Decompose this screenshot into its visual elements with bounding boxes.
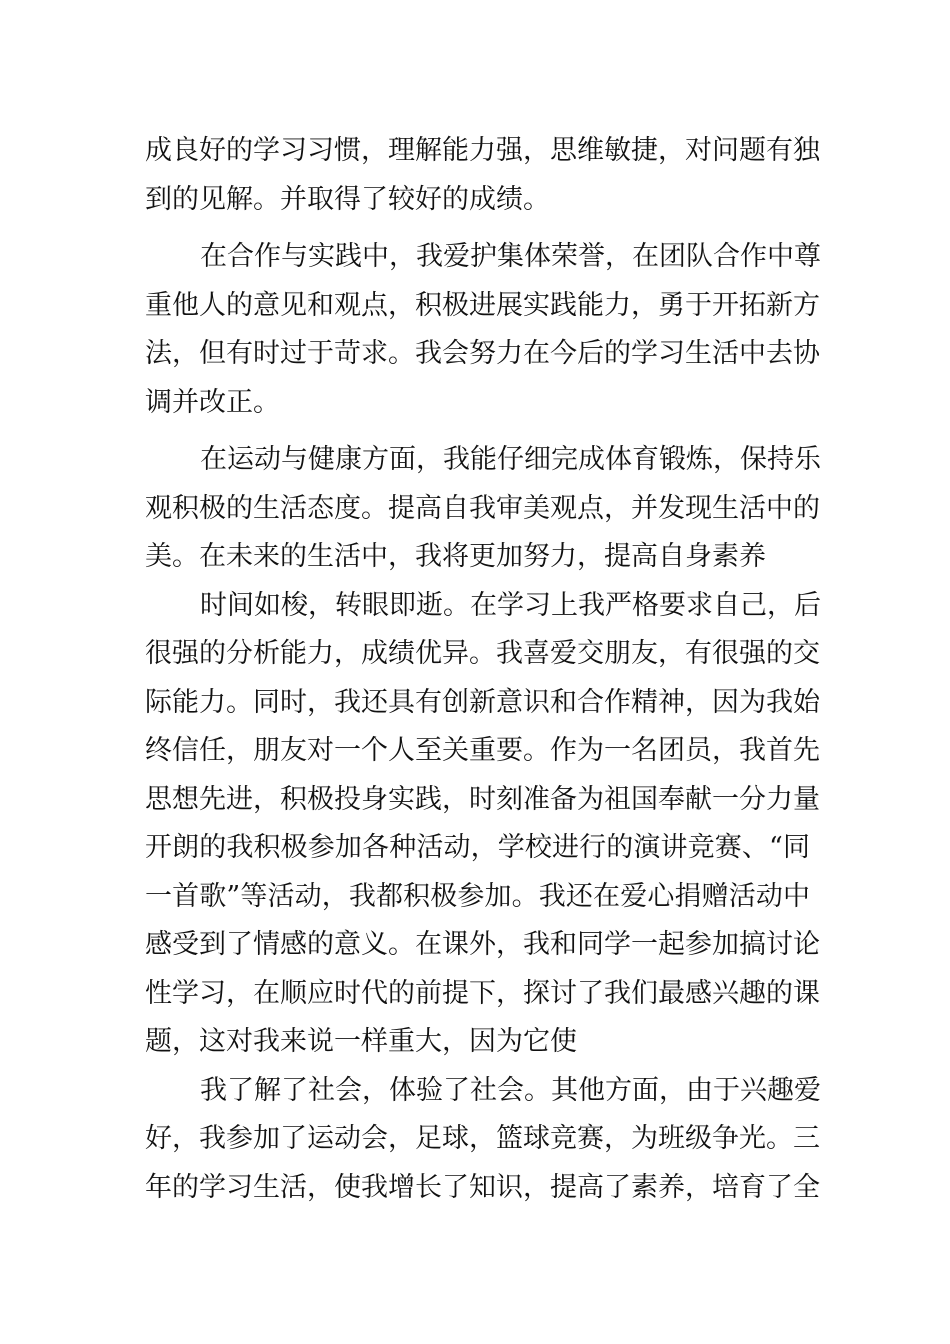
text-line: 感受到了情感的意义。在课外，我和同学一起参加搞讨论	[145, 929, 820, 960]
text-line: 际能力。同时，我还具有创新意识和合作精神，因为我始	[145, 686, 820, 718]
text-line: 重他人的意见和观点，积极进展实践能力，勇于开拓新方	[145, 289, 820, 321]
paragraph-1	[145, 127, 820, 224]
paragraph-5	[145, 1067, 821, 1213]
text-line: 法，但有时过于苛求。我会努力在今后的学习生活中去协	[145, 338, 820, 369]
text-line: 时间如梭，转眼即逝。在学习上我严格要求自己，后	[200, 589, 821, 621]
text-line: 年的学习生活，使我增长了知识，提高了素养，培育了全	[145, 1171, 820, 1203]
text-line: 思想先进，积极投身实践，时刻准备为祖国奉献一分力量	[145, 783, 820, 815]
text-line: 题，这对我来说一样重大，因为它使	[145, 1026, 577, 1057]
paragraph-3	[145, 436, 821, 582]
text-line: 终信任，朋友对一个人至关重要。作为一名团员，我首先	[145, 735, 820, 766]
text-line: 观积极的生活态度。提高自我审美观点，并发现生活中的	[145, 492, 820, 524]
text-line: 到的见解。并取得了较好的成绩。	[145, 183, 550, 215]
document-body	[145, 127, 821, 1212]
paragraph-4	[145, 582, 821, 1067]
text-line: 开朗的我积极参加各种活动，学校进行的演讲竞赛、“同	[145, 832, 810, 863]
text-line: 性学习，在顺应时代的前提下，探讨了我们最感兴趣的课	[145, 977, 820, 1009]
text-line: 成良好的学习习惯，理解能力强，思维敏捷，对问题有独	[145, 135, 820, 166]
text-line: 好，我参加了运动会，足球，篮球竞赛，为班级争光。三	[145, 1123, 820, 1154]
paragraph-2	[145, 233, 821, 427]
text-line: 很强的分析能力，成绩优异。我喜爱交朋友，有很强的交	[145, 638, 820, 669]
text-line: 在运动与健康方面，我能仔细完成体育锻炼，保持乐	[200, 444, 821, 475]
text-line: 在合作与实践中，我爱护集体荣誉，在团队合作中尊	[200, 241, 821, 272]
text-line: 美。在未来的生活中，我将更加努力，提高自身素养	[145, 541, 766, 572]
text-line: 一首歌”等活动，我都积极参加。我还在爱心捐赠活动中	[145, 880, 810, 912]
text-line: 调并改正。	[145, 386, 280, 418]
text-line: 我了解了社会，体验了社会。其他方面，由于兴趣爱	[200, 1074, 821, 1106]
